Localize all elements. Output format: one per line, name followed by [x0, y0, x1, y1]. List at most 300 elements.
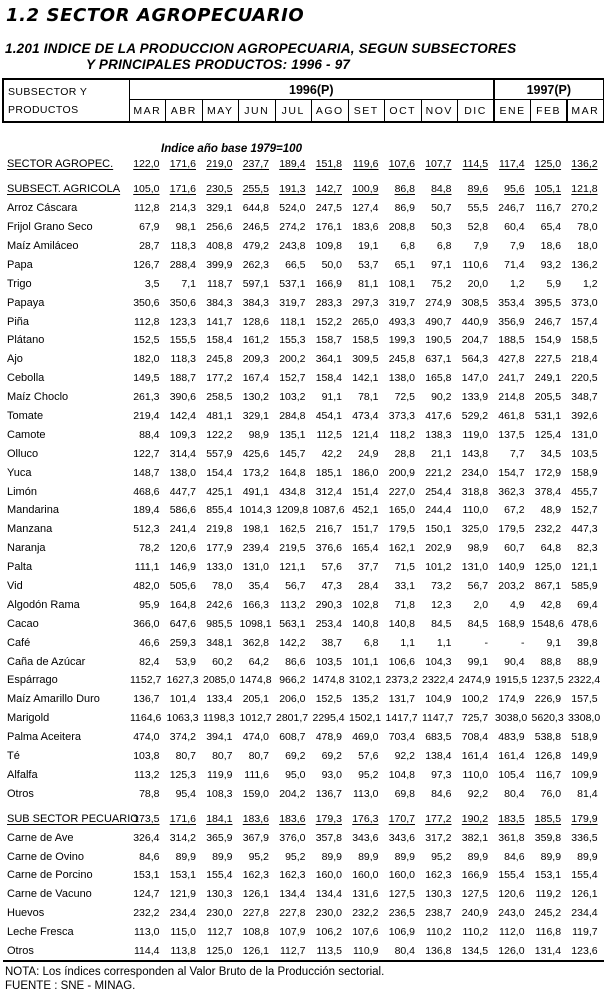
value-cell: 173,2	[242, 466, 269, 479]
value-cell: 116,7	[535, 768, 562, 781]
value-cell: 80,7	[248, 750, 269, 763]
value-cell: 162,5	[279, 523, 306, 536]
value-cell: 190,2	[461, 812, 489, 825]
value-cell: 190,5	[425, 334, 452, 347]
value-cell: 121,4	[352, 428, 379, 441]
value-cell: 1,2	[582, 277, 598, 290]
value-cell: 227,8	[242, 907, 269, 920]
value-cell: 101,4	[169, 693, 196, 706]
value-cell: 1014,3	[239, 504, 272, 517]
value-cell: 2322,4	[568, 674, 601, 687]
value-cell: 240,9	[461, 907, 489, 920]
value-cell: 274,9	[425, 296, 452, 309]
value-cell: 80,4	[504, 787, 525, 800]
table-row	[3, 633, 604, 652]
value-cell: 159,0	[242, 787, 269, 800]
value-cell: 88,9	[577, 655, 598, 668]
value-cell: 64,8	[540, 542, 562, 555]
month-header: FEB	[531, 100, 568, 123]
table-row	[3, 690, 604, 709]
value-cell: 133,0	[206, 561, 233, 574]
value-cell: 95,9	[139, 598, 160, 611]
value-cell: 2801,7	[276, 712, 309, 725]
value-cell: 382,1	[461, 831, 489, 844]
value-cell: 155,4	[498, 869, 525, 882]
table-row	[3, 728, 604, 747]
value-cell: 378,4	[534, 485, 562, 498]
row-label: Manzana	[7, 523, 53, 536]
value-cell: 19,1	[358, 240, 379, 252]
value-cell: 447,7	[169, 485, 196, 498]
value-cell: 482,0	[133, 580, 160, 593]
value-cell: 1209,8	[276, 504, 309, 517]
value-cell: 200,9	[388, 466, 415, 479]
value-cell: 160,0	[388, 869, 415, 882]
value-cell: 179,5	[388, 523, 415, 536]
row-label: Limón	[7, 485, 37, 498]
value-cell: 155,3	[279, 334, 306, 347]
value-cell: 230,5	[206, 183, 233, 196]
value-cell: 176,3	[352, 812, 379, 825]
value-cell: 537,1	[279, 277, 306, 290]
value-cell: 219,0	[206, 158, 233, 171]
value-cell: 104,8	[388, 768, 415, 781]
value-cell: 479,2	[242, 240, 269, 252]
value-cell: 103,8	[133, 750, 160, 763]
value-cell: 452,1	[352, 504, 379, 517]
value-cell: 108,1	[388, 277, 415, 290]
value-cell: 119,9	[207, 768, 233, 781]
value-cell: 1548,6	[531, 617, 564, 630]
value-cell: 1502,1	[349, 712, 382, 725]
value-cell: 226,9	[534, 693, 562, 706]
value-cell: 232,2	[352, 907, 379, 920]
value-cell: 1417,7	[385, 712, 418, 725]
value-cell: 1063,3	[166, 712, 199, 725]
value-cell: 184,1	[206, 812, 233, 825]
value-cell: 245,8	[206, 353, 233, 366]
value-cell: 177,2	[206, 372, 233, 385]
value-cell: 2373,2	[385, 674, 418, 687]
value-cell: 72,5	[394, 391, 415, 404]
value-cell: 24,9	[358, 447, 379, 460]
value-cell: 67,9	[139, 221, 160, 234]
value-cell: 78,2	[139, 542, 160, 555]
value-cell: 89,9	[321, 850, 342, 863]
value-cell: 82,4	[139, 655, 160, 668]
value-cell: 234,4	[571, 907, 598, 920]
value-cell: 112,8	[134, 202, 160, 215]
value-cell: 206,0	[279, 693, 306, 706]
value-cell: 122,2	[206, 428, 233, 441]
value-cell: 69,8	[394, 787, 415, 800]
table-row	[3, 350, 604, 369]
value-cell: 92,2	[467, 787, 489, 800]
value-cell: 67,2	[504, 504, 525, 517]
value-cell: 141,7	[206, 315, 233, 328]
row-label: Olluco	[7, 447, 39, 460]
value-cell: 644,8	[242, 202, 269, 215]
value-cell: 254,4	[425, 485, 452, 498]
row-label: Maíz Amiláceo	[7, 240, 79, 252]
value-cell: 35,4	[248, 580, 269, 593]
value-cell: 81,1	[358, 277, 379, 290]
value-cell: 104,9	[425, 693, 452, 706]
value-cell: 1237,5	[531, 674, 564, 687]
value-cell: 237,7	[242, 158, 269, 171]
value-cell: 608,7	[279, 731, 306, 744]
value-cell: 408,8	[206, 240, 233, 252]
value-cell: 57,6	[321, 561, 342, 574]
value-cell: 425,1	[206, 485, 233, 498]
value-cell: 142,7	[315, 183, 342, 196]
value-cell: 274,2	[279, 221, 306, 234]
table-row	[3, 274, 604, 293]
value-cell: 3038,0	[495, 712, 528, 725]
row-label: Piña	[7, 315, 30, 328]
value-cell: 98,9	[248, 428, 269, 441]
value-cell: 468,6	[133, 485, 160, 498]
value-cell: 134,4	[315, 888, 342, 901]
value-cell: 105,0	[133, 183, 160, 196]
value-cell: 157,5	[571, 693, 598, 706]
value-cell: 364,1	[315, 353, 342, 366]
value-cell: 493,3	[388, 315, 415, 328]
value-cell: 60,4	[504, 221, 525, 234]
row-label: Tomate	[7, 410, 44, 423]
value-cell: 168,9	[498, 617, 525, 630]
table-row	[3, 709, 604, 728]
row-label: Carne de Ave	[7, 831, 74, 844]
value-cell: 119,6	[353, 158, 379, 171]
value-cell: 390,6	[169, 391, 196, 404]
value-cell: 71,4	[504, 258, 525, 271]
value-cell: 50,7	[431, 202, 452, 215]
value-cell: 236,5	[388, 907, 415, 920]
value-cell: 216,7	[315, 523, 342, 536]
year-1997-header: 1997(P)	[494, 79, 604, 100]
value-cell: 75,2	[431, 277, 452, 290]
value-cell: 127,4	[352, 202, 379, 215]
value-cell: 867,1	[534, 580, 562, 593]
value-cell: 84,6	[139, 850, 160, 863]
value-cell: 183,6	[279, 812, 306, 825]
value-cell: 284,8	[279, 410, 306, 423]
value-cell: 42,2	[321, 447, 342, 460]
value-cell: 179,5	[498, 523, 525, 536]
value-cell: 166,9	[461, 869, 489, 882]
value-cell: 98,9	[467, 542, 489, 555]
value-cell: 483,9	[498, 731, 525, 744]
value-cell: 1,1	[400, 636, 415, 649]
value-cell: 140,9	[498, 561, 525, 574]
value-cell: 529,2	[461, 410, 489, 423]
value-cell: 158,9	[571, 466, 598, 479]
table-body	[3, 122, 604, 961]
value-cell: 177,2	[425, 812, 452, 825]
value-cell: 136,2	[571, 258, 598, 271]
value-cell: 115,0	[170, 926, 196, 939]
row-label: Camote	[7, 428, 46, 441]
value-cell: 478,9	[315, 731, 342, 744]
table-row	[3, 237, 604, 256]
value-cell: 312,4	[315, 485, 342, 498]
table-row	[3, 614, 604, 633]
value-cell: 362,8	[242, 636, 269, 649]
value-cell: 90,2	[431, 391, 452, 404]
value-cell: 447,3	[571, 523, 598, 536]
value-cell: 105,1	[534, 183, 562, 196]
value-cell: 113,5	[312, 942, 349, 962]
value-cell: 95,2	[431, 850, 452, 863]
value-cell: 101,2	[425, 561, 452, 574]
value-cell: 177,9	[206, 542, 233, 555]
value-cell: 2474,9	[458, 674, 491, 687]
value-cell: 134,4	[279, 888, 306, 901]
value-cell: 125,0	[534, 158, 562, 171]
value-cell: 69,2	[285, 750, 306, 763]
value-cell: 186,0	[352, 466, 379, 479]
value-cell: 21,1	[431, 447, 452, 460]
value-cell: 209,3	[242, 353, 269, 366]
value-cell: 90,4	[504, 655, 525, 668]
month-header: MAR	[567, 100, 604, 123]
value-cell: 1,2	[509, 277, 525, 290]
value-cell: 76,0	[540, 787, 562, 800]
value-cell: 117,4	[499, 158, 525, 171]
value-cell: 109,8	[315, 240, 342, 252]
page-title: 1.2 SECTOR AGROPECUARIO	[6, 5, 305, 26]
value-cell: 1087,6	[312, 504, 345, 517]
value-cell: 154,7	[498, 466, 525, 479]
value-cell: 84,5	[431, 617, 452, 630]
value-cell: 165,0	[388, 504, 415, 517]
value-cell: 28,4	[358, 580, 379, 593]
value-cell: 152,5	[133, 334, 160, 347]
value-cell: 343,6	[388, 831, 415, 844]
value-cell: 417,6	[425, 410, 452, 423]
month-header: SET	[348, 100, 385, 123]
value-cell: 154,9	[534, 334, 562, 347]
row-label: SUB SECTOR PECUARIO	[7, 812, 139, 825]
value-cell: 98,1	[175, 221, 196, 234]
value-cell: 100,2	[461, 693, 489, 706]
value-cell: 42,8	[540, 598, 562, 611]
row-label: Carne de Vacuno	[7, 888, 92, 901]
value-cell: 319,7	[279, 296, 306, 309]
value-cell: 329,1	[206, 202, 233, 215]
value-cell: 399,9	[206, 258, 233, 271]
value-cell: 103,5	[315, 655, 342, 668]
table-row	[3, 255, 604, 274]
value-cell: 95,2	[248, 850, 269, 863]
value-cell: 109,3	[169, 428, 196, 441]
value-cell: 189,4	[279, 158, 306, 171]
value-cell: 130,3	[425, 888, 452, 901]
value-cell: 191,3	[279, 183, 306, 196]
value-cell: 188,5	[498, 334, 525, 347]
value-cell: 120,6	[498, 888, 525, 901]
value-cell: 473,4	[352, 410, 379, 423]
table-row	[3, 539, 604, 558]
row-label: Frijol Grano Seco	[7, 221, 93, 234]
value-cell: 505,6	[169, 580, 196, 593]
value-cell: 238,7	[425, 907, 452, 920]
value-cell: 110,2	[426, 926, 452, 939]
value-cell: 427,8	[498, 353, 525, 366]
value-cell: 461,8	[498, 410, 525, 423]
value-cell: 158,5	[352, 334, 379, 347]
value-cell: 160,0	[352, 869, 379, 882]
table-row	[3, 847, 604, 866]
value-cell: 80,7	[175, 750, 196, 763]
section-row	[3, 180, 604, 199]
value-cell: 119,2	[535, 888, 562, 901]
value-cell: 166,9	[315, 277, 342, 290]
value-cell: 317,2	[425, 831, 452, 844]
value-cell: 107,6	[388, 158, 415, 171]
month-header: JUN	[239, 100, 276, 123]
value-cell: 149,9	[571, 750, 598, 763]
value-cell: 246,5	[242, 221, 269, 234]
value-cell: 985,5	[206, 617, 233, 630]
value-cell: 246,7	[534, 315, 562, 328]
table-row	[3, 885, 604, 904]
value-cell: 152,5	[315, 693, 342, 706]
row-label: Carne de Ovino	[7, 850, 85, 863]
value-cell: 205,1	[242, 693, 269, 706]
value-cell: 110,0	[462, 504, 489, 517]
value-cell: 95,4	[175, 787, 196, 800]
table-row	[3, 671, 604, 690]
value-cell: 131,0	[571, 428, 598, 441]
value-cell: 230,0	[315, 907, 342, 920]
month-header: ABR	[166, 100, 203, 123]
value-cell: 357,8	[315, 831, 342, 844]
value-cell: 104,3	[425, 655, 452, 668]
value-cell: 146,9	[169, 561, 196, 574]
value-cell: 121,9	[169, 888, 196, 901]
value-cell: 125,3	[169, 768, 196, 781]
value-cell: 6,8	[400, 240, 415, 252]
value-cell: 232,2	[534, 523, 562, 536]
value-cell: 123,6	[567, 942, 604, 962]
base-index-note: Indice año base 1979=100	[161, 143, 302, 155]
value-cell: 107,9	[279, 926, 306, 939]
row-label: Maíz Amarillo Duro	[7, 693, 100, 706]
value-cell: 73,2	[431, 580, 452, 593]
table-row	[3, 482, 604, 501]
value-cell: 205,5	[534, 391, 562, 404]
value-cell: 309,5	[352, 353, 379, 366]
row-label: Plátano	[7, 334, 45, 347]
value-cell: 214,3	[169, 202, 196, 215]
value-cell: 55,5	[467, 202, 489, 215]
value-cell: 531,1	[534, 410, 562, 423]
value-cell: 243,0	[498, 907, 525, 920]
value-cell: 69,4	[577, 598, 598, 611]
value-cell: 127,5	[388, 888, 415, 901]
value-cell: 71,5	[394, 561, 415, 574]
value-cell: 261,3	[133, 391, 160, 404]
value-cell: 319,7	[388, 296, 415, 309]
value-cell: 6,8	[363, 636, 379, 649]
value-cell: 97,3	[431, 768, 452, 781]
value-cell: 155,5	[169, 334, 196, 347]
value-cell: 143,8	[461, 447, 489, 460]
value-cell: 174,9	[498, 693, 525, 706]
value-cell: 325,0	[461, 523, 489, 536]
base-note-row	[3, 122, 604, 155]
value-cell: 1627,3	[166, 674, 199, 687]
table-row	[3, 293, 604, 312]
section-row	[3, 155, 604, 174]
value-cell: 34,5	[540, 447, 562, 460]
value-cell: 219,8	[206, 523, 233, 536]
footnote-nota: NOTA: Los índices corresponden al Valor Bruto de la Producción sectorial.	[5, 966, 385, 979]
value-cell: 116,8	[535, 926, 562, 939]
value-cell: 155,4	[571, 869, 598, 882]
value-cell: 118,3	[170, 353, 196, 366]
value-cell: 131,0	[461, 561, 489, 574]
value-cell: 249,1	[534, 372, 562, 385]
value-cell: 518,9	[571, 731, 598, 744]
value-cell: 164,8	[169, 598, 196, 611]
value-cell: 99,1	[467, 655, 489, 668]
value-cell: 133,9	[461, 391, 489, 404]
table-row	[3, 501, 604, 520]
stub-header-line2: PRODUCTOS	[8, 104, 79, 116]
value-cell: 314,4	[169, 447, 196, 460]
table-title-line2: Y PRINCIPALES PRODUCTOS: 1996 - 97	[86, 57, 351, 72]
value-cell: 198,1	[242, 523, 269, 536]
value-cell: 478,6	[571, 617, 598, 630]
value-cell: 256,6	[206, 221, 233, 234]
value-cell: 118,3	[170, 240, 196, 252]
value-cell: 122,7	[133, 447, 160, 460]
value-cell: 1,1	[436, 636, 452, 649]
value-cell: 245,2	[534, 907, 562, 920]
value-cell: 162,3	[242, 869, 269, 882]
value-cell: 160,0	[315, 869, 342, 882]
value-cell: 1198,3	[203, 712, 235, 725]
value-cell: 78,1	[358, 391, 379, 404]
month-header: MAR	[129, 100, 166, 123]
value-cell: 95,6	[504, 183, 525, 196]
value-cell: 125,0	[534, 561, 562, 574]
value-cell: 7,1	[181, 277, 196, 290]
row-label: SUBSECT. AGRICOLA	[7, 183, 121, 196]
value-cell: 82,3	[577, 542, 598, 555]
value-cell: 348,1	[206, 636, 233, 649]
row-label: Algodón Rama	[7, 598, 80, 611]
year-1996-header: 1996(P)	[129, 79, 494, 100]
value-cell: 394,1	[206, 731, 233, 744]
value-cell: 113,8	[166, 942, 203, 962]
value-cell: 597,1	[242, 277, 269, 290]
row-label: Yuca	[7, 466, 32, 479]
value-cell: 2,0	[473, 598, 489, 611]
value-cell: 586,6	[169, 504, 196, 517]
value-cell: 725,7	[461, 712, 489, 725]
value-cell: 247,5	[315, 202, 342, 215]
value-cell: 244,4	[425, 504, 452, 517]
value-cell: 64,2	[248, 655, 269, 668]
value-cell: 112,5	[316, 428, 342, 441]
value-cell: 158,5	[571, 334, 598, 347]
value-cell: 490,7	[425, 315, 452, 328]
value-cell: 142,2	[279, 636, 306, 649]
